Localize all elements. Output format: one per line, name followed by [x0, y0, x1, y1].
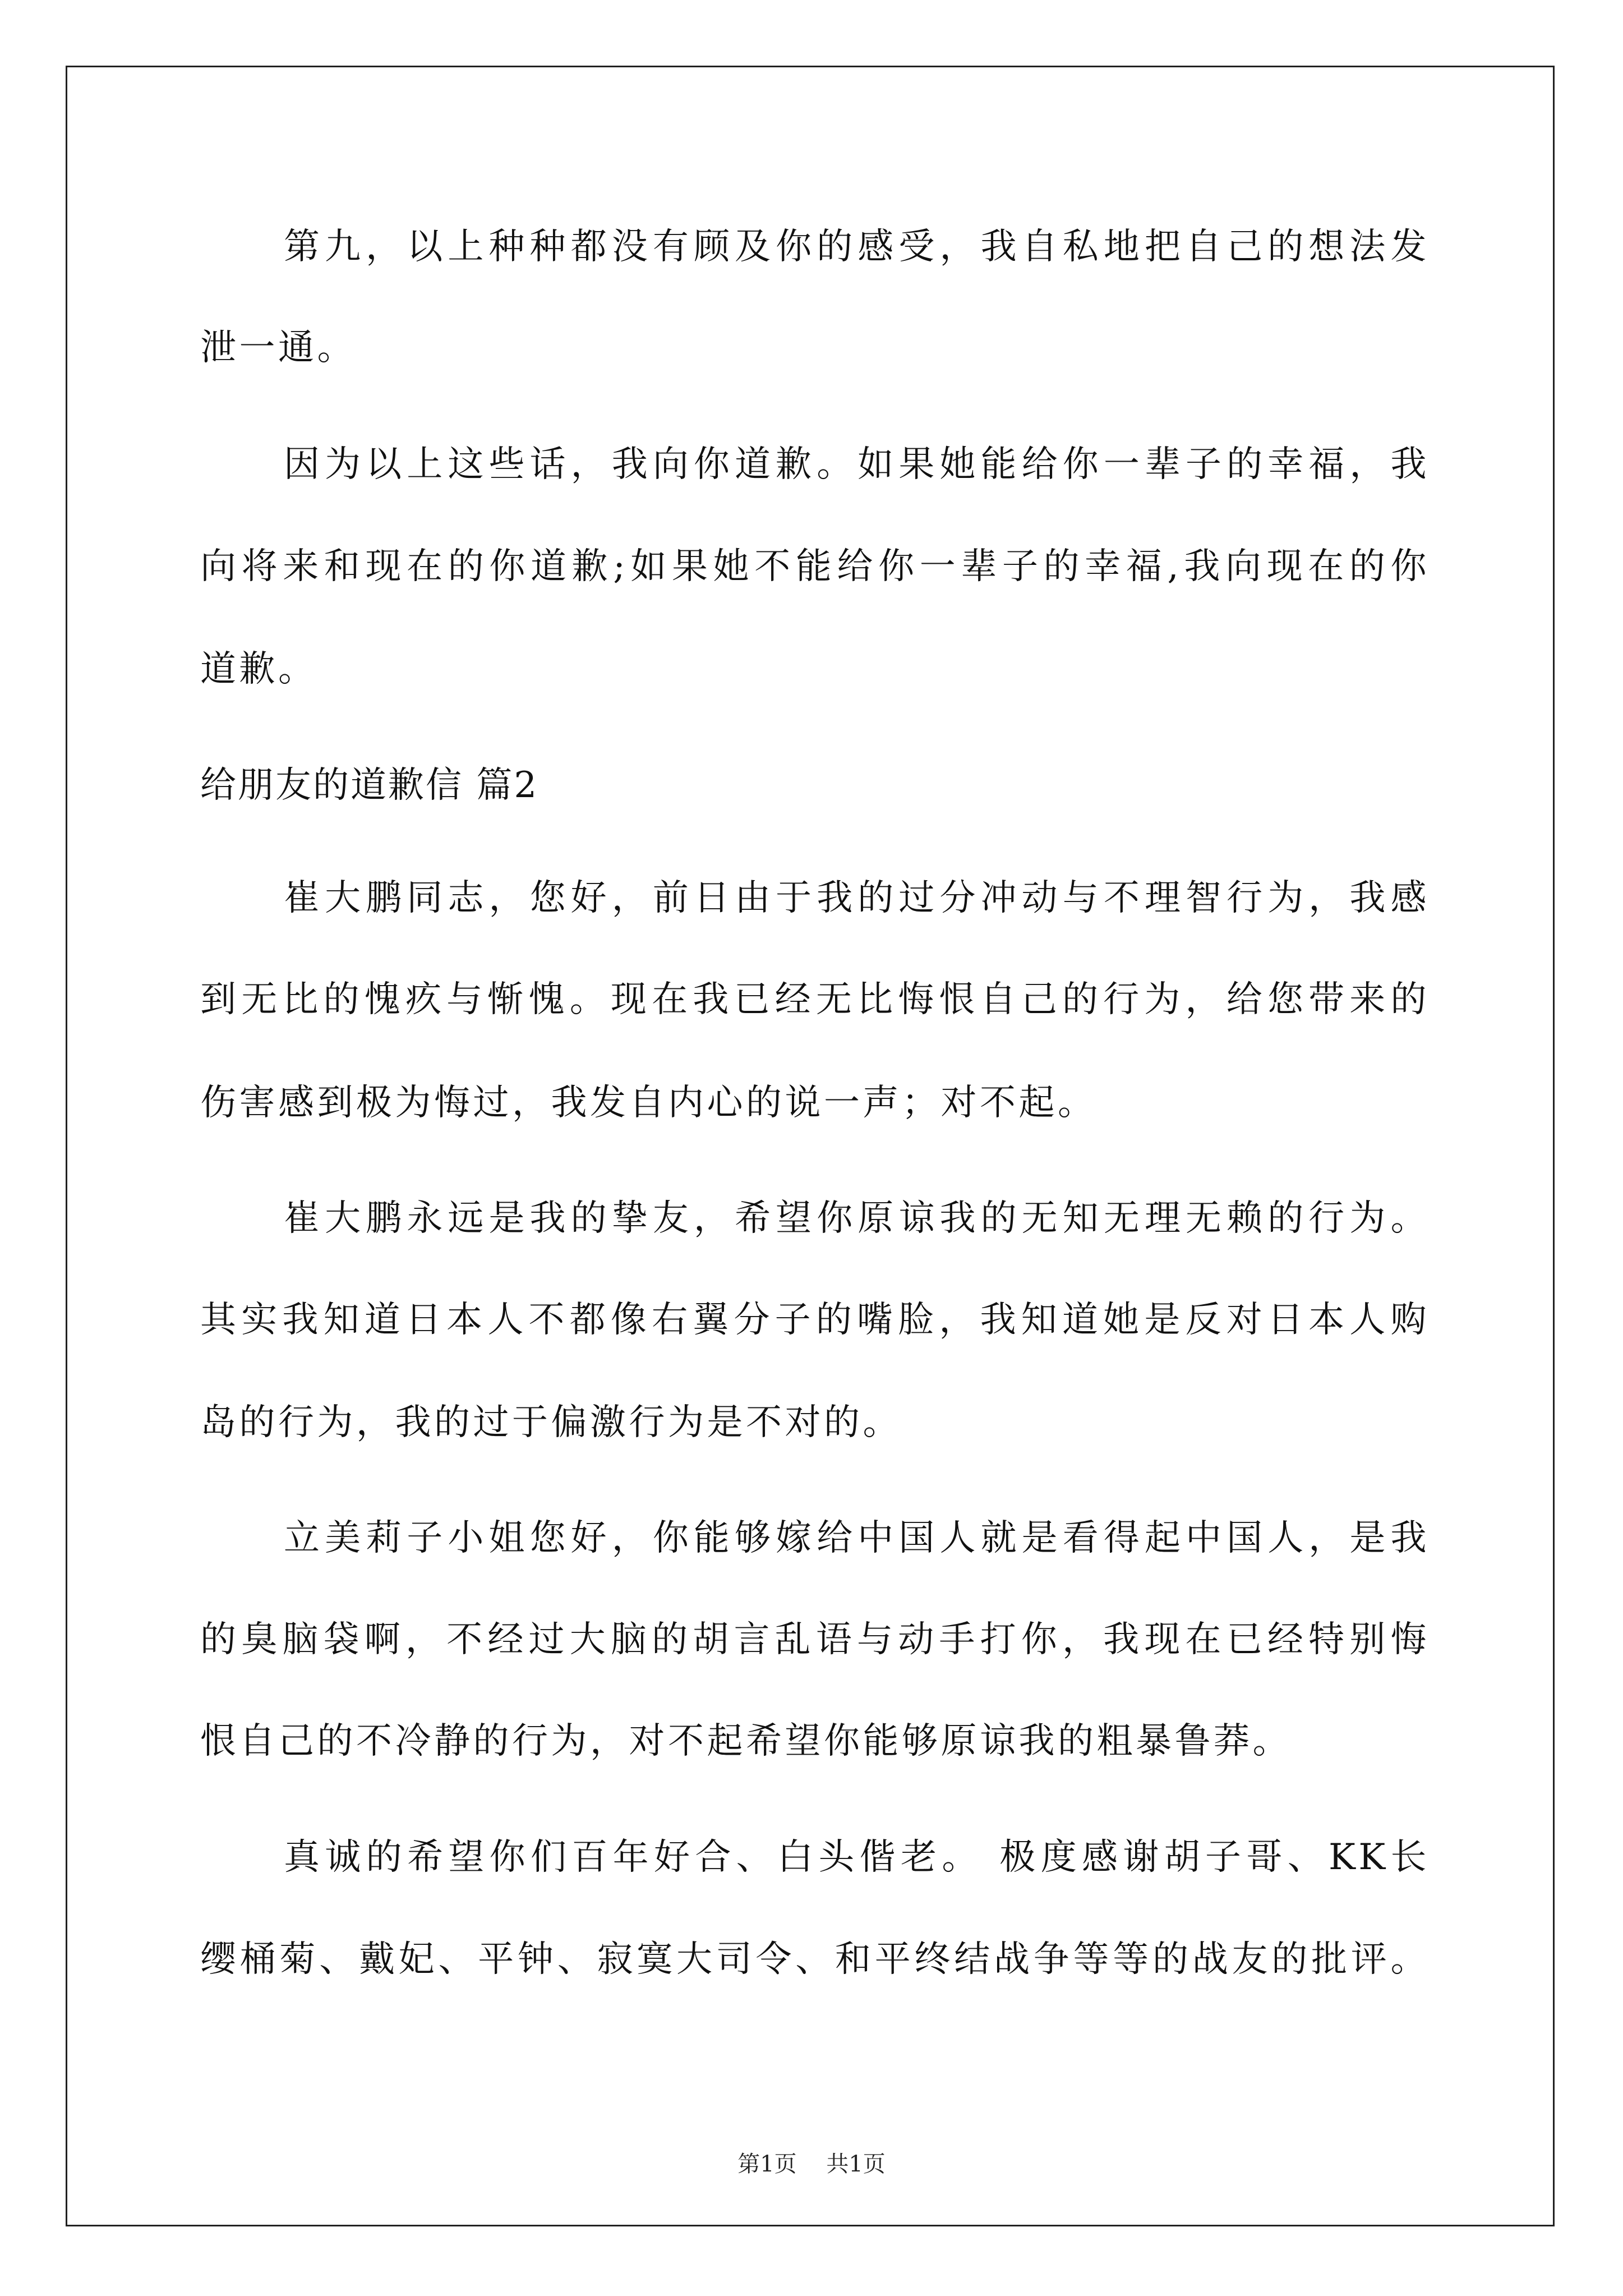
paragraph-line: 向将来和现在的你道歉;如果她不能给你一辈子的幸福,我向现在的你 — [200, 546, 1430, 587]
paragraph-line: 第九，以上种种都没有顾及你的感受，我自私地把自己的想法发 — [284, 226, 1430, 268]
page-border — [66, 66, 1555, 2226]
page-number-total: 共1页 — [826, 2151, 886, 2177]
paragraph-line: 真诚的希望你们百年好合、白头偕老。 极度感谢胡子哥、KK长 — [284, 1837, 1430, 1878]
paragraph-line: 崔大鹏永远是我的挚友，希望你原谅我的无知无理无赖的行为。 — [284, 1198, 1430, 1239]
paragraph-line: 其实我知道日本人不都像右翼分子的嘴脸，我知道她是反对日本人购 — [200, 1299, 1430, 1341]
paragraph-line: 伤害感到极为悔过，我发自内心的说一声；对不起。 — [200, 1082, 1097, 1124]
page-footer — [0, 2147, 1623, 2181]
paragraph-line: 岛的行为，我的过于偏激行为是不对的。 — [200, 1402, 902, 1443]
paragraph-line: 缨桶菊、戴妃、平钟、寂寞大司令、和平终结战争等等的战友的批评。 — [200, 1939, 1430, 1980]
section-heading: 给朋友的道歉信 篇2 — [200, 765, 539, 806]
paragraph-line: 泄一通。 — [200, 327, 356, 369]
paragraph-line: 崔大鹏同志，您好，前日由于我的过分冲动与不理智行为，我感 — [284, 877, 1430, 919]
paragraph-line: 到无比的愧疚与惭愧。现在我已经无比悔恨自己的行为，给您带来的 — [200, 979, 1430, 1020]
paragraph-line: 立美莉子小姐您好，你能够嫁给中国人就是看得起中国人，是我 — [284, 1517, 1430, 1559]
paragraph-line: 道歉。 — [200, 648, 317, 690]
paragraph-line: 的臭脑袋啊，不经过大脑的胡言乱语与动手打你，我现在已经特别悔 — [200, 1619, 1430, 1660]
page-number-current: 第1页 — [737, 2151, 797, 2177]
paragraph-line: 恨自己的不冷静的行为，对不起希望你能够原谅我的粗暴鲁莽。 — [200, 1720, 1292, 1762]
paragraph-line: 因为以上这些话，我向你道歉。如果她能给你一辈子的幸福，我 — [284, 444, 1430, 485]
